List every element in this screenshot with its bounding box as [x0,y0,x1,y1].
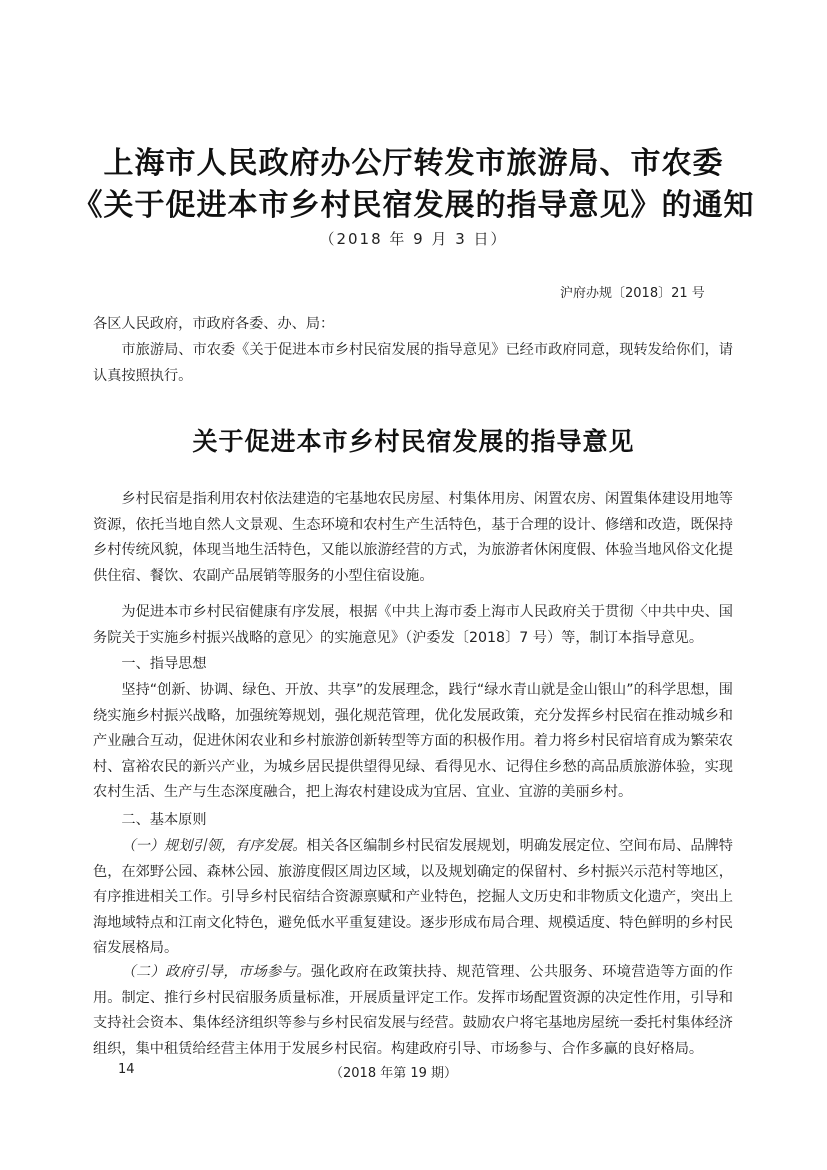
notice-title-line-2: 《关于促进本市乡村民宿发展的指导意见》的通知 [72,188,755,223]
principle-1-lead: （一）规划引领，有序发展。 [121,838,307,854]
paragraph-definition: 乡村民宿是指利用农村依法建造的宅基地农民房屋、村集体用房、闲置农房、闲置集体建设用地等资源，依托当地自然人文景观、生态环境和农村生产生活特色，基于合理的设计、修缮和改造，既保持乡村传统风貌，体现当地生活特色，又能以旅游经营的方式，为旅游者休闲度假、体验当地风俗文化提供住宿、餐饮、农副产品展销等服务的小型住宿设施。 [93,491,733,584]
opinion-heading: 关于促进本市乡村民宿发展的指导意见 [192,427,635,456]
addressee: 各区人民政府，市政府各委、办、局： [93,316,335,332]
principle-2-lead: （二）政府引导，市场参与。 [121,964,311,980]
paragraph-guiding-thought: 坚持“创新、协调、绿色、开放、共享”的发展理念，践行“绿水青山就是金山银山”的科学思想，围绕实施乡村振兴战略，加强统筹规划，强化规范管理，优化发展政策，充分发挥乡村民宿在推动城乡和产业融合互动，促进休闲农业和乡村旅游创新转型等方面的积极作用。着力将乡村民宿培育成为繁荣农村、富裕农民的新兴产业，为城乡居民提供望得见绿、看得见水、记得住乡愁的高品质旅游体验，实现农村生活、生产与生态深度融合，把上海农村建设成为宜居、宜业、宜游的美丽乡村。 [93,682,733,800]
principle-2-body: 强化政府在政策扶持、规范管理、公共服务、环境营造等方面的作用。制定、推行乡村民宿服务质量标准，开展质量评定工作。发挥市场配置资源的决定性作用，引导和支持社会资本、集体经济组织等参与乡村民宿发展与经营。鼓励农户将宅基地房屋统一委托村集体经济组织，集中租赁给经营主体用于发展乡村民宿。构建政府引导、市场参与、合作多赢的良好格局。 [93,964,733,1057]
section-title-guiding-thought: 一、指导思想 [121,656,207,672]
paragraph-basis: 为促进本市乡村民宿健康有序发展，根据《中共上海市委上海市人民政府关于贯彻〈中共中央、国务院关于实施乡村振兴战略的意见〉的实施意见》（沪委发〔2018〕7 号）等，制订本指导意见。 [93,604,733,646]
document-number: 沪府办规〔2018〕21 号 [560,286,705,301]
issue-label: （2018 年第 19 期） [330,1066,458,1081]
section-title-basic-principles: 二、基本原则 [121,812,207,828]
notice-date: （2018 年 9 月 3 日） [319,230,508,248]
page-number: 14 [118,1062,135,1077]
notice-title-line-1: 上海市人民政府办公厅转发市旅游局、市农委 [103,146,724,181]
notice-body: 市旅游局、市农委《关于促进本市乡村民宿发展的指导意见》已经市政府同意，现转发给你们，请认真按照执行。 [93,342,733,384]
paragraph-principle-2 [93,960,733,1062]
principle-1-body: 相关各区编制乡村民宿发展规划，明确发展定位、空间布局、品牌特色，在郊野公园、森林公园、旅游度假区周边区域，以及规划确定的保留村、乡村振兴示范村等地区，有序推进相关工作。引导乡村民宿结合资源禀赋和产业特色，挖掘人文历史和非物质文化遗产，突出上海地域特点和江南文化特色，避免低水平重复建设。逐步形成布局合理、规模适度、特色鲜明的乡村民宿发展格局。 [93,838,733,956]
paragraph-principle-1 [93,834,733,962]
